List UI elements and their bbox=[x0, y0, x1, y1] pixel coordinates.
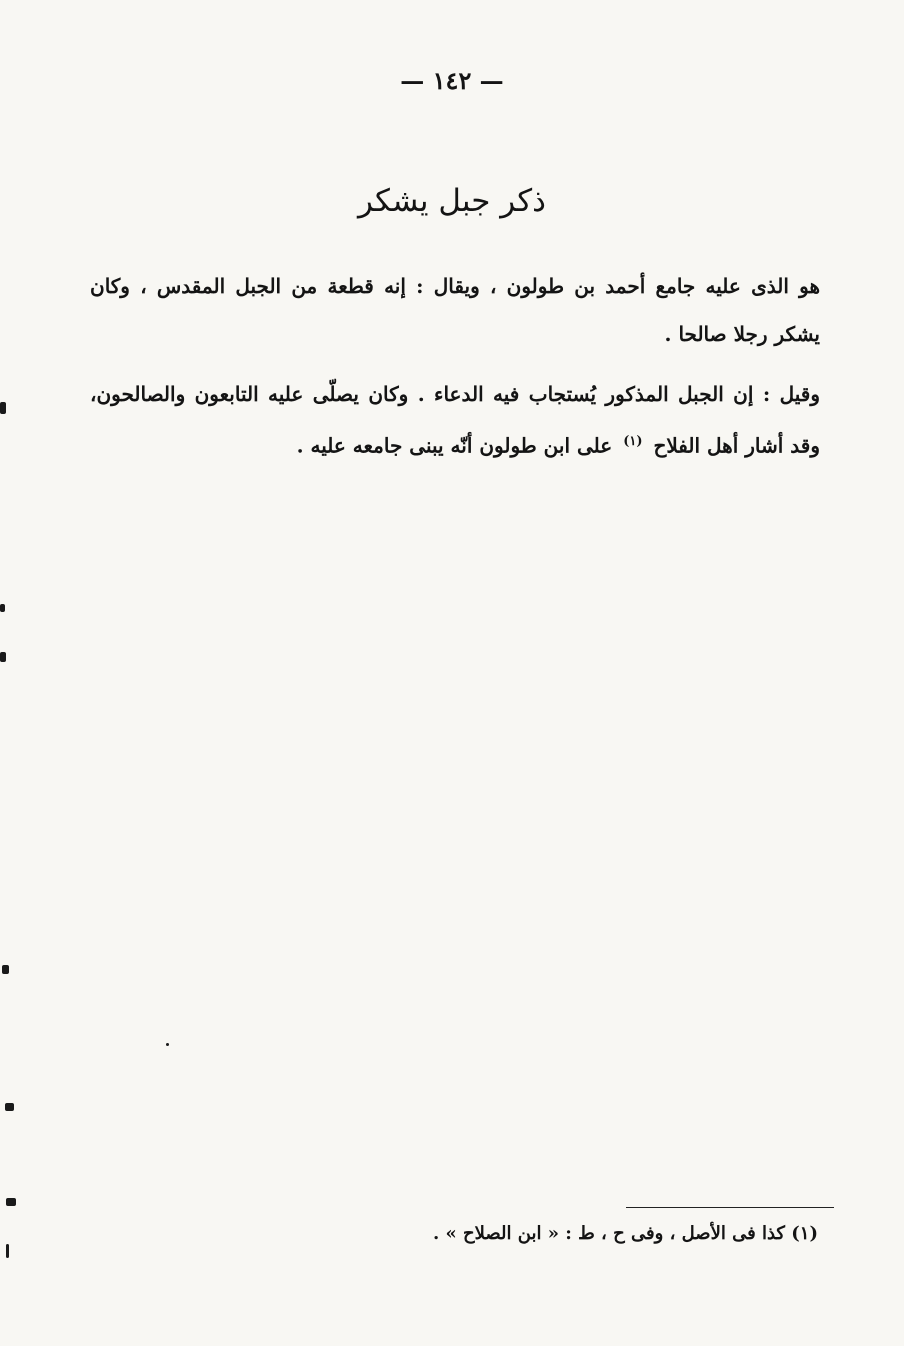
scan-speck bbox=[0, 604, 5, 612]
paragraph-2-text-before: وقيل : إن الجبل المذكور يُستجاب فيه الدعاء . وكان يصلّى عليه التابعون والصالحون، وقد أشار أهل الفلاح bbox=[90, 382, 821, 458]
scan-speck bbox=[6, 1198, 16, 1206]
footnote-divider bbox=[626, 1207, 834, 1208]
footnote-reference[interactable]: (١) bbox=[623, 434, 643, 449]
paragraph-1-text: هو الذى عليه جامع أحمد بن طولون ، ويقال : إنه قطعة من الجبل المقدس ، وكان يشكر رجلا صالحا . bbox=[90, 274, 820, 346]
scan-speck bbox=[166, 1043, 169, 1046]
scan-speck bbox=[0, 402, 6, 414]
footnote: (١) كذا فى الأصل ، وفى ح ، ط : « ابن الصلاح » . bbox=[432, 1223, 818, 1244]
scan-speck bbox=[2, 965, 9, 974]
chapter-title: ذكر جبل يشكر bbox=[358, 183, 546, 219]
paragraph-2 bbox=[90, 370, 820, 470]
scan-speck bbox=[6, 1244, 9, 1258]
scan-speck bbox=[0, 652, 6, 662]
paragraph-2-text-after: على ابن طولون أنّه يبنى جامعه عليه . bbox=[296, 433, 613, 458]
scan-speck bbox=[5, 1103, 14, 1111]
paragraph-1 bbox=[90, 262, 820, 358]
page-number: — ١٤٢ — bbox=[400, 66, 504, 95]
